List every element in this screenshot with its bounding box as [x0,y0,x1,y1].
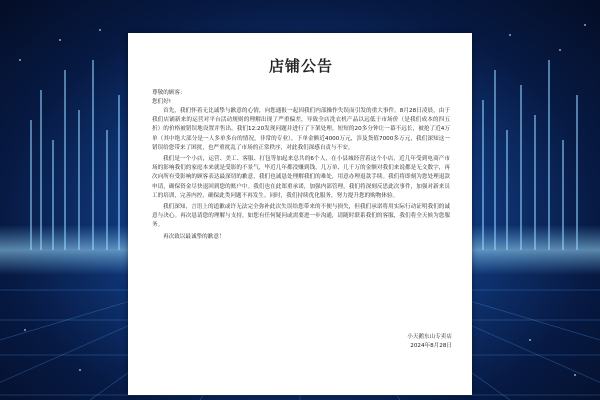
notice-signature [407,333,452,351]
signature-store-name: 小天鹅东山专卖店 [407,333,452,340]
notice-paragraph: 我们是一个小店，运营、美工、客服、打包等加起来总共的6个人，在小县城经营着这个小店，近几年受到电商产市场的影响我们的家庭本来就是受影的不景气，毕近几年都没赚到钱，几万单、几千万的金额对我们来说都是无文数字，再次向所有受影响的顾客表达最深切的歉意，我们也诚恳处理解我们的难处，用意办理退款手续。我们将即刻为您处理退款申请，确保资金尽快退回到您的账户中。我们也在此郑重承诺，加强内部管理，我们将深刻反思此次事件，加强对新来员工的培训，完善内控，确保此类问题不再发生。同时，我们持续优化服务，努力提升您的购物体验。 [152,156,450,199]
notice-title: 店铺公告 [268,57,333,75]
notice-paragraph: 首先，我们怀着无比诚挚与歉意的心情，向您通报一起因我们内部操作失误而引发的重大事件。8月28日凌晨，由于我们店铺新来的运营对平台活动规则的理解出现了严重偏差，导致全店洗衣机产品以远低于市场价（是我们成本的四五折）的价格被错误地设置并售出。我们12:20发现问题并进行了下架处理，短短的20多分钟让一幕不远长，被抢了近4万单（其中绝大部分是一人多单多台的情况，非常的专业），下单金额近4000万元，涉及货值7000多万元，我们深知这一错误给您带来了困扰，也严重扰乱了市场的正常秩序，对此我们深感自责与不安。 [152,108,450,151]
notice-document [128,33,472,395]
signature-date: 2024年8月28日 [410,342,452,349]
notice-closing: 再次致以最诚挚的歉意！ [163,233,225,240]
notice-greeting: 您们好! [152,99,172,105]
notice-paragraph: 我们深知，言语上的道歉或许无法完全弥补此次失误给您带来的不便与损失，但我们承诺将用实际行动证明我们的诚意与决心。再次恳请您的理解与支持，如您有任何疑问或需要进一步沟通，请随时联系我们的客服，我们将全天候为您服务。 [152,204,450,229]
notice-salutation: 尊敬的顾客： [152,90,186,96]
